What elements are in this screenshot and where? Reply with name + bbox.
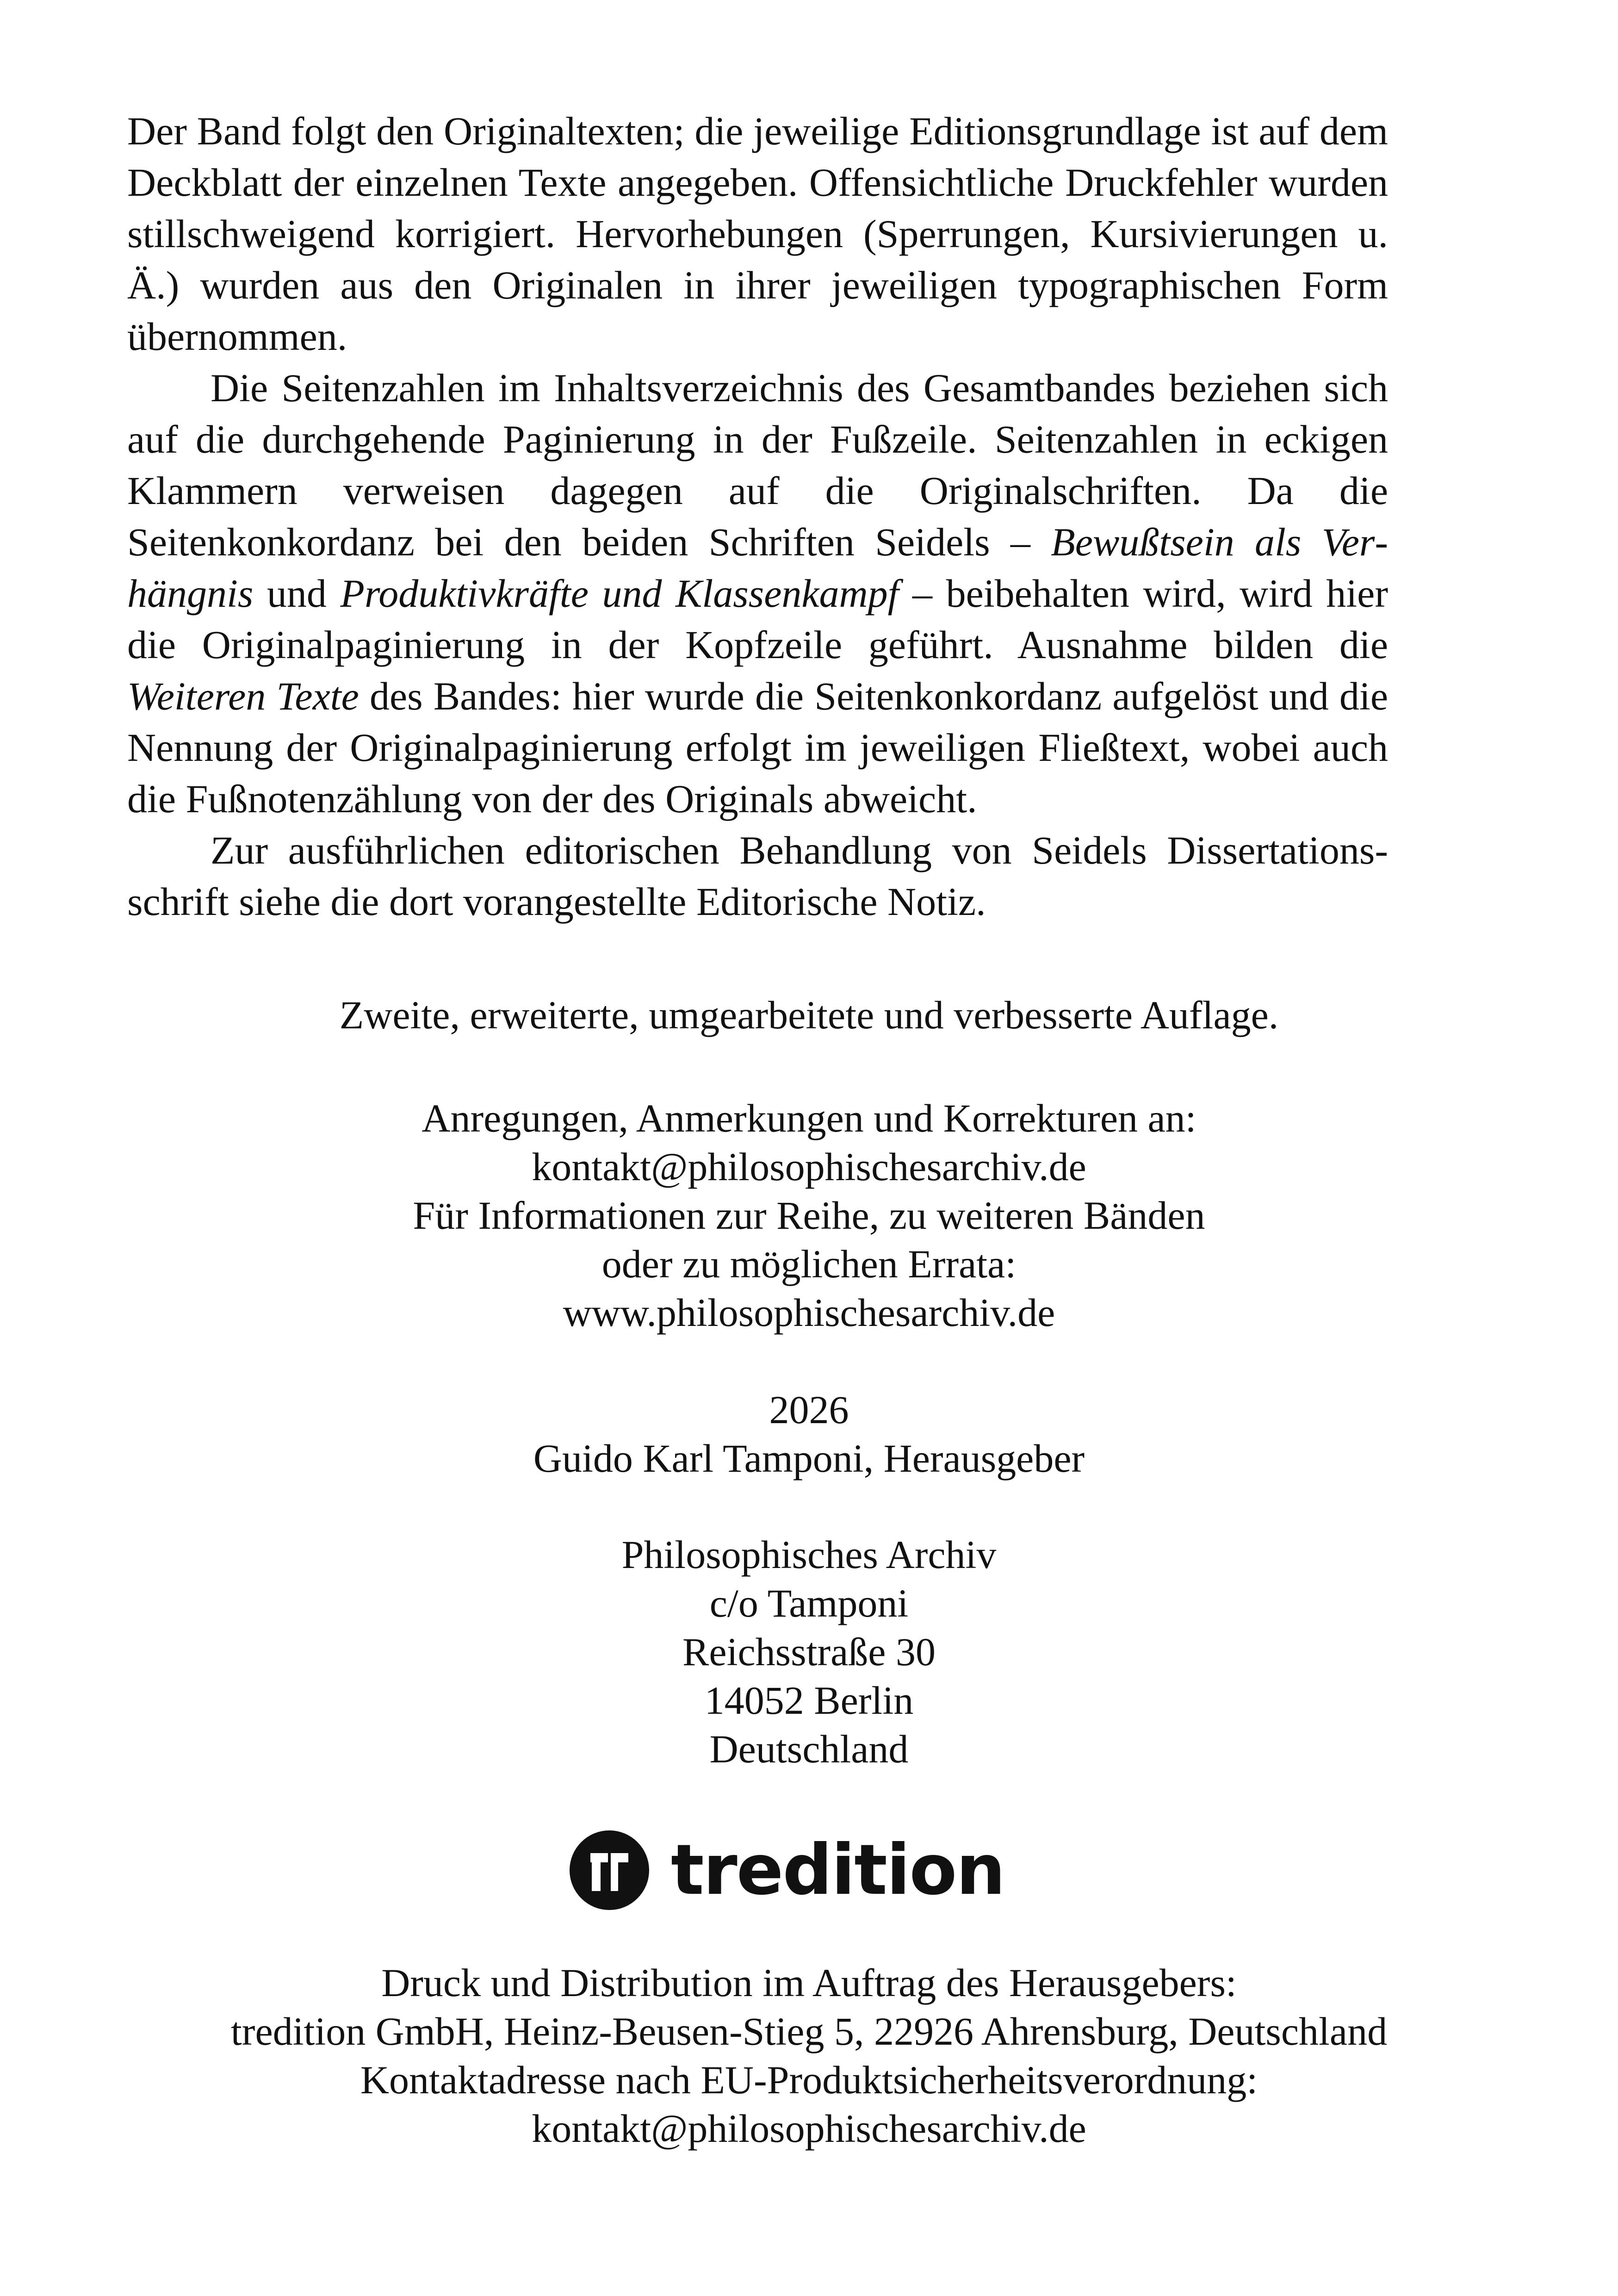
address-block: [0, 1531, 1618, 1773]
website: www.philosophischesarchiv.de: [563, 1290, 1055, 1335]
work-title-produktivkraefte: Produktivkräfte und Klassenkampf: [340, 571, 899, 616]
distribution-block: [0, 1959, 1618, 2153]
editorial-paragraph-3: Zur ausführlichen editorischen Behandlung von Seidels Dissertationsschrift siehe die dort vorangestellte Editorische Notiz.: [127, 828, 1388, 924]
tredition-wordmark: tredition: [671, 1830, 1005, 1910]
info-line-2: oder zu möglichen Errata:: [601, 1242, 1017, 1286]
contact-block: [0, 1094, 1618, 1337]
distribution-line-4: kontakt@philosophischesarchiv.de: [532, 2106, 1086, 2151]
imprint-block: [0, 1386, 1618, 1483]
feedback-email: kontakt@philosophischesarchiv.de: [532, 1145, 1086, 1189]
paragraph-2-text-d: des Bandes: hier wurde die Seitenkonkordanz aufgelöst und die Nennung der Originalpaginierung erfolgt im jeweiligen Fließtext, wobei auch die Fußnotenzählung von der des Originals abweicht.: [127, 674, 1389, 821]
work-title-weitere-texte: Weiteren Texte: [127, 674, 359, 718]
paragraph-2-text-a: Die Seitenzahlen im Inhaltsverzeichnis des Gesamtbandes beziehen sich auf die durchgehende Paginierung in der Fußzeile. Seitenzahlen in eckigen Klammern verweisen dagegen auf die Originalschriften. Da die Seitenkonkordanz bei den beiden Schriften Seidels –: [127, 366, 1388, 564]
edition-statement-block: [0, 991, 1618, 1039]
editor-line: Guido Karl Tamponi, Herausgeber: [533, 1436, 1085, 1481]
feedback-label: Anregungen, Anmerkungen und Korrekturen an:: [422, 1096, 1196, 1140]
distribution-line-2: tredition GmbH, Heinz-Beusen-Stieg 5, 22926 Ahrensburg, Deutschland: [230, 2009, 1388, 2053]
editorial-note: [127, 106, 1388, 927]
publication-year: 2026: [769, 1388, 849, 1432]
info-line-1: Für Informationen zur Reihe, zu weiteren Bänden: [413, 1193, 1205, 1238]
work-title-bewusstsein: Bewußtsein als Verhängnis: [127, 520, 1388, 616]
paragraph-2-text-c: – beibehalten wird, wird hier die Originalpaginierung in der Kopfzeile geführt. Ausnahme bilden die: [127, 571, 1388, 667]
address-name: Philosophisches Archiv: [621, 1532, 997, 1577]
edition-statement: Zweite, erweiterte, umgearbeitete und verbesserte Auflage.: [339, 993, 1279, 1037]
address-co: c/o Tamponi: [709, 1581, 909, 1625]
paragraph-2-text-b: und: [253, 571, 341, 616]
distribution-line-1: Druck und Distribution im Auftrag des Herausgebers:: [381, 1960, 1237, 2005]
address-street: Reichsstraße 30: [682, 1630, 936, 1674]
address-city: 14052 Berlin: [704, 1678, 914, 1723]
editorial-paragraph-1: Der Band folgt den Originaltexten; die jeweilige Editionsgrundlage ist auf dem Deckblatt der einzelnen Texte angegeben. Offensichtliche Druckfehler wurden stillschweigend korrigiert. Hervorhebungen (Sperrungen, Kursivierungen u. Ä.) wurden aus den Originalen in ihrer jeweiligen typographischen Form übernommen.: [127, 109, 1388, 359]
editorial-paragraph-2: [127, 362, 1388, 825]
distribution-line-3: Kontaktadresse nach EU-Produktsicherheitsverordnung:: [360, 2058, 1258, 2102]
address-country: Deutschland: [709, 1727, 909, 1771]
tredition-logo-icon: [568, 1829, 651, 1911]
tredition-logo: [568, 1829, 1004, 1911]
